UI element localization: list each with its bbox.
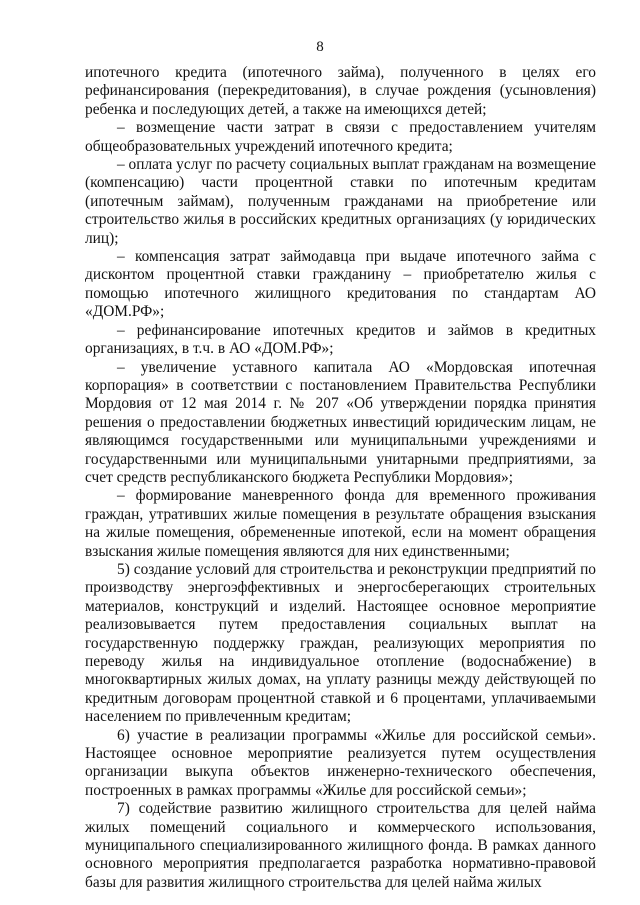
page-number: 8: [316, 39, 324, 55]
paragraph-item-5: 5) создание условий для строительства и реконструкции предприятий по производству энергоэффективных и энергосберегающих строительных материалов, конструкций и изделий. Настоящее основное мероприятие реализовывается путем предоставления социальных выплат на государственную поддержку граждан, реализующих мероприятия по переводу жилья на индивидуальное отопление (водоснабжение) в многоквартирных жилых домах, на уплату разницы между действующей по кредитным договорам процентной ставкой и 6 процентами, уплачиваемыми населением по привлеченным кредитам;: [85, 560, 596, 726]
paragraph-lender-compensation: – компенсация затрат займодавца при выдаче ипотечного займа с дисконтом процентной ставки гражданину – приобретателю жилья с помощью ипотечного жилищного кредитования по стандартам АО «ДОМ.РФ»;: [85, 248, 596, 321]
paragraph-item-6: 6) участие в реализации программы «Жилье для российской семьи». Настоящее основное мероприятие реализуется путем осуществления организации выкупа объектов инженерно-технического обеспечения, построенных в рамках программы «Жилье для российской семьи»;: [85, 726, 596, 799]
paragraph-teacher-compensation: – возмещение части затрат в связи с предоставлением учителям общеобразовательных учреждений ипотечного кредита;: [85, 119, 596, 155]
paragraph-maneuver-fund: – формирование маневренного фонда для временного проживания граждан, утративших жилые помещения в результате обращения взыскания на жилые помещения, обремененные ипотекой, если на момент обращения взыскания жилые помещения являются для них единственными;: [85, 487, 596, 560]
body-text: [85, 64, 596, 892]
paragraph-refinancing: – рефинансирование ипотечных кредитов и займов в кредитных организациях, в т.ч. в АО «ДОМ.РФ»;: [85, 321, 596, 358]
paragraph-social-payments-service: – оплата услуг по расчету социальных выплат гражданам на возмещение (компенсацию) части процентной ставки по ипотечным кредитам (ипотечным займам), полученным гражданами на приобретение или строительство жилья в российских кредитных организациях (у юридических лиц);: [85, 156, 597, 247]
paragraph-item-7: 7) содействие развитию жилищного строительства для целей найма жилых помещений социального и коммерческого использования, муниципального специализированного жилищного фонда. В рамках данного основного мероприятия предполагается разработка нормативно-правовой базы для развития жилищного строительства для целей найма жилых: [85, 800, 596, 891]
paragraph-capital-increase: – увеличение уставного капитала АО «Мордовская ипотечная корпорация» в соответствии с постановлением Правительства Республики Мордовия от 12 мая 2014 г. № 207 «Об утверждении порядка принятия решения о предоставлении бюджетных инвестиций юридическим лицам, не являющимся государственными или муниципальными учреждениями и государственными или муниципальными унитарными предприятиями, за счет средств республиканского бюджета Республики Мордовия»;: [85, 358, 596, 486]
paragraph-continuation: ипотечного кредита (ипотечного займа), полученного в целях его рефинансирования (перекредитования), в случае рождения (усыновления) ребенка и последующих детей, а также на имеющихся детей;: [85, 64, 596, 118]
